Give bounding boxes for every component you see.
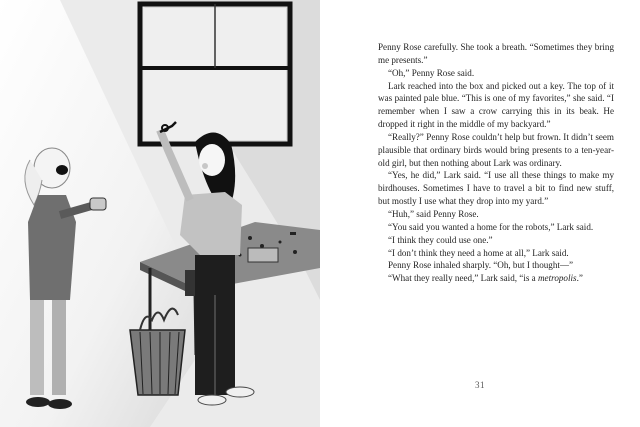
emphasis: metropolis — [537, 273, 577, 284]
paragraph: Lark reached into the box and picked out a key. The top of it was painted pale blue. “This is one of my favorites,” she said. “I remember when I saw a crow carrying this in its beak. He dropped it right in the middle of my backyard.” — [378, 80, 614, 130]
paragraph: “You said you wanted a home for the robots,” Lark said. — [388, 221, 594, 232]
paragraph: “Huh,” said Penny Rose. — [388, 208, 479, 219]
paragraph: “Oh,” Penny Rose said. — [388, 67, 475, 78]
paragraph: Penny Rose carefully. She took a breath. “Sometimes they bring me presents.” — [378, 42, 614, 65]
body-text — [378, 41, 614, 285]
paragraph: Penny Rose inhaled sharply. “Oh, but I thought—” — [388, 260, 574, 271]
paragraph: “I don’t think they need a home at all,” Lark said. — [388, 247, 569, 258]
page-number: 31 — [475, 380, 485, 390]
paragraph: “Really?” Penny Rose couldn’t help but frown. It didn’t seem plausible that ordinary birds would bring presents to a ten-year-old girl, but then nothing about Lark was ordinary. — [378, 131, 614, 168]
paragraph: “Yes, he did,” Lark said. “I use all these things to make my birdhouses. Sometimes I have to travel a bit to find new stuff, but mostly I use what they drop into my yard.” — [378, 170, 614, 207]
text-page — [320, 0, 640, 427]
paragraph: “I think they could use one.” — [388, 234, 493, 245]
paragraph: “What they really need,” Lark said, “is a metropolis.” — [388, 273, 583, 284]
